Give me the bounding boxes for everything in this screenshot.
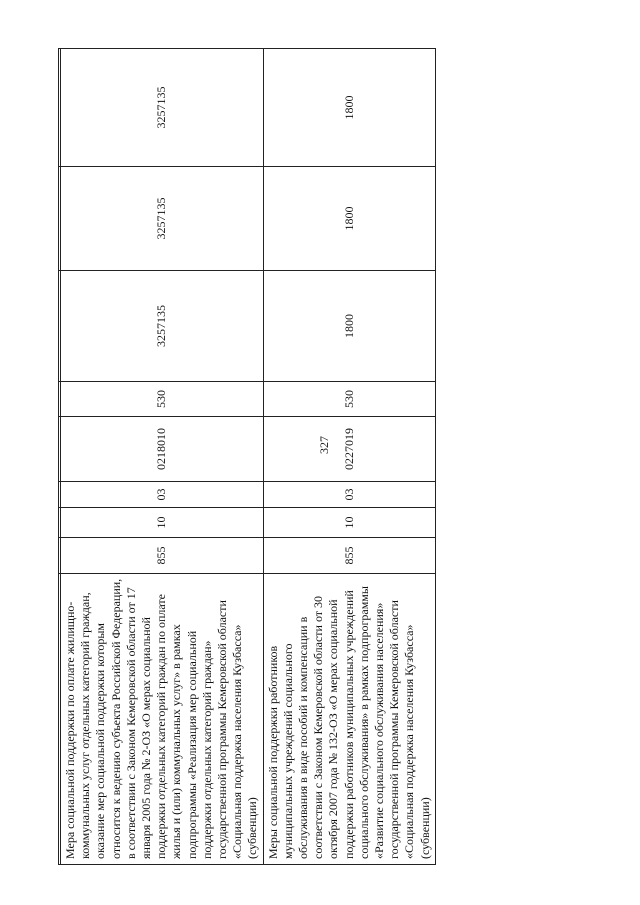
row-amount-1: 1800 [263,271,435,382]
row-expense-type: 530 [61,382,264,417]
row-amount-1: 3257135 [61,271,264,382]
row-code: 855 [263,538,435,574]
row-target-article: 0227019 [263,417,435,482]
row-subsection: 03 [61,482,264,508]
row-code: 855 [61,538,264,574]
row-amount-3: 3257135 [61,49,264,167]
budget-table [58,48,436,865]
row-amount-2: 1800 [263,167,435,271]
row-subsection: 03 [263,482,435,508]
table-row [61,49,264,865]
row-expense-type: 530 [263,382,435,417]
row-amount-3: 1800 [263,49,435,167]
row-description: Меры социальной поддержки работников муниципальных учреждений социального обслуживания в виде пособий и компенсации в соответствии с Законом Кемеровской области от 30 октября 2007 года № 132-ОЗ «О мерах социальной поддержки работников муниципальных учреждений социального обслуживания» в рамках подпрограммы «Развитие социального обслуживания населения» государственной программы Кемеровской области «Социальная поддержка населения Кузбасса» (субвенции) [263,574,435,865]
row-section: 10 [61,508,264,538]
table-row [263,49,435,865]
page-number: 327 [317,436,331,454]
row-description: Мера социальной поддержки по оплате жилищно-коммунальных услуг отдельных категорий граждан, оказание мер социальной поддержки которым относится к ведению субъекта Российской Федерации, в соответствии с Законом Кемеровской области от 17 января 2005 года № 2-ОЗ «О мерах социальной поддержки отдельных категорий граждан по оплате жилья и (или) коммунальных услуг» в рамках подпрограммы «Реализация мер социальной поддержки отдельных категорий граждан» государственной программы Кемеровской области «Социальная поддержка населения Кузбасса» (субвенции) [61,574,264,865]
row-amount-2: 3257135 [61,167,264,271]
row-target-article: 0218010 [61,417,264,482]
row-section: 10 [263,508,435,538]
